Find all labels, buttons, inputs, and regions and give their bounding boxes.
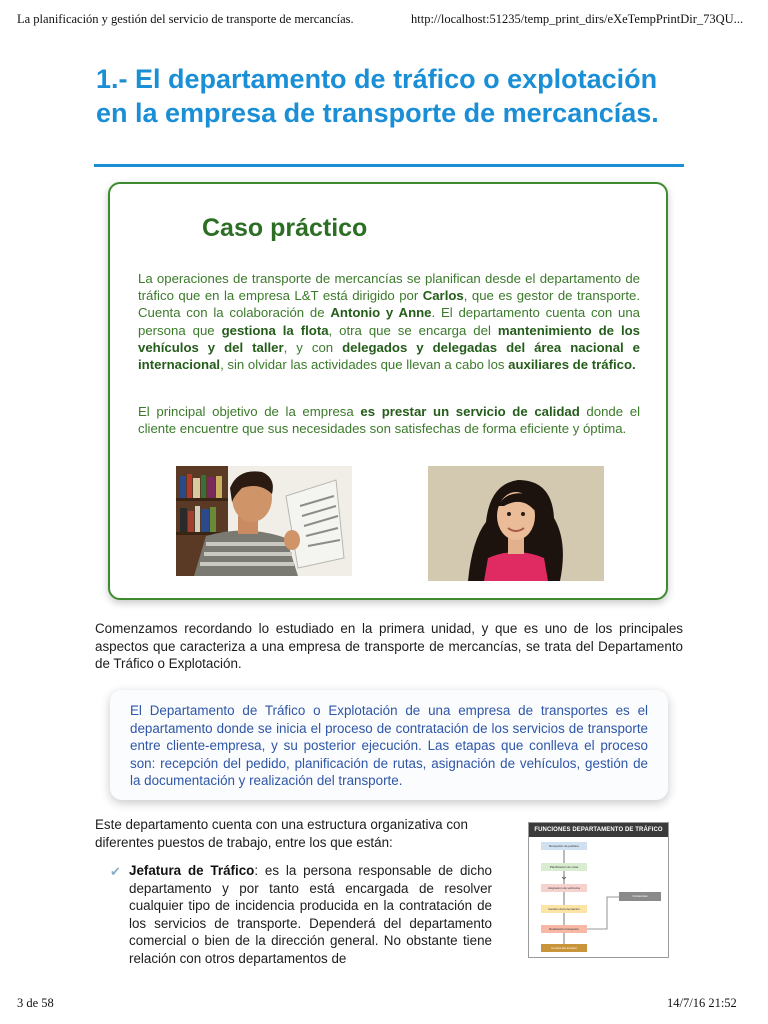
print-footer-datetime: 14/7/16 21:52 bbox=[667, 996, 737, 1010]
diagram-title: FUNCIONES DEPARTAMENTO DE TRÁFICO bbox=[529, 823, 668, 837]
text-run: . El departamento cuenta con una persona que bbox=[138, 305, 640, 338]
text-run: , y con bbox=[283, 339, 343, 355]
department-structure-paragraph: Este departamento cuenta con una estructura organizativa con diferentes puestos de trabajo, entre los que están: bbox=[95, 817, 468, 850]
diagram-step-4: Gestión documentación bbox=[541, 905, 587, 913]
print-header-title: La planificación y gestión del servicio de transporte de mercancías. bbox=[17, 12, 354, 26]
case-study-paragraph-1 bbox=[138, 270, 640, 373]
diagram-step-6: Control del servicio bbox=[541, 944, 587, 952]
jefatura-trafico-item bbox=[129, 862, 492, 967]
definition-text: El Departamento de Tráfico o Explotación de una empresa de transportes es el departamento donde se inicia el proceso de contratación de los servicios de transporte entre cliente-empresa, y su posterior ejecución. Las etapas que conlleva el proceso son: recepción del pedido, planificación de rutas, asignación de vehículos, gestión de la documentación y realización del transporte. bbox=[130, 703, 648, 788]
emphasis-text: es prestar un servicio de calidad bbox=[360, 404, 580, 419]
emphasis-text: auxiliares de tráfico. bbox=[508, 357, 636, 373]
text-run: La operaciones de transporte de mercancías se planifican desde el departamento de tráfico que en la empresa L&T está dirigido por bbox=[138, 271, 640, 304]
emphasis-text: Antonio y Anne bbox=[330, 305, 432, 321]
text-run: , que es gestor de transporte. Cuenta con la colaboración de bbox=[138, 288, 640, 321]
print-footer-page: 3 de 58 bbox=[17, 996, 54, 1010]
intro-paragraph: Comenzamos recordando lo estudiado en la primera unidad, y que es uno de los principales aspectos que caracteriza a una empresa de transporte de mercancías, se trata del Departamento de Tráfico o Explotación. bbox=[95, 621, 683, 671]
jefatura-description: : es la persona responsable de dicho departamento y por tanto está encargada de resolver cualquier tipo de incidencia producida en la contratación de los servicios de transporte. Dependerá del departamento comercial o bien de la dirección general. No obstante tiene relación con otros departamentos de bbox=[129, 863, 492, 966]
case-study-box bbox=[108, 182, 668, 600]
emphasis-text: gestiona la flota bbox=[221, 322, 329, 338]
photo-young-man-reading bbox=[176, 466, 352, 576]
case-study-title: Caso práctico bbox=[202, 214, 368, 242]
text-run: donde el cliente encuentre que sus necesidades son satisfechas de forma eficiente y óptima. bbox=[138, 404, 640, 437]
case-study-paragraph-2 bbox=[138, 403, 640, 437]
print-header-url: http://localhost:51235/temp_print_dirs/eXeTempPrintDir_73QU... bbox=[411, 12, 744, 26]
diagram-step-5: Realización transporte bbox=[541, 925, 587, 933]
diagram-step-2: Planificación de rutas bbox=[541, 863, 587, 871]
text-run: , otra que se encarga del bbox=[328, 322, 498, 338]
diagram-step-1: Recepción de pedidos bbox=[541, 842, 587, 850]
page-title: 1.- El departamento de tráfico o explotación en la empresa de transporte de mercancías. bbox=[96, 64, 659, 128]
text-run: , sin olvidar las actividades que llevan a cabo los bbox=[220, 357, 509, 373]
emphasis-text: mantenimiento de los vehículos y del taller bbox=[138, 322, 640, 355]
diagram-step-3: Asignación de vehículos bbox=[541, 884, 587, 892]
checkmark-icon: ✔ bbox=[110, 864, 121, 879]
jefatura-label: Jefatura de Tráfico bbox=[129, 863, 255, 878]
functions-diagram bbox=[528, 822, 669, 958]
text-run: El principal objetivo de la empresa bbox=[138, 404, 361, 419]
title-divider bbox=[94, 164, 684, 167]
diagram-side-box: Incidencias bbox=[619, 892, 661, 901]
emphasis-text: Carlos bbox=[422, 288, 464, 304]
photo-young-woman-smiling bbox=[428, 466, 604, 581]
definition-box bbox=[110, 690, 668, 800]
emphasis-text: delegados y delegadas del área nacional e internacional bbox=[138, 339, 640, 373]
